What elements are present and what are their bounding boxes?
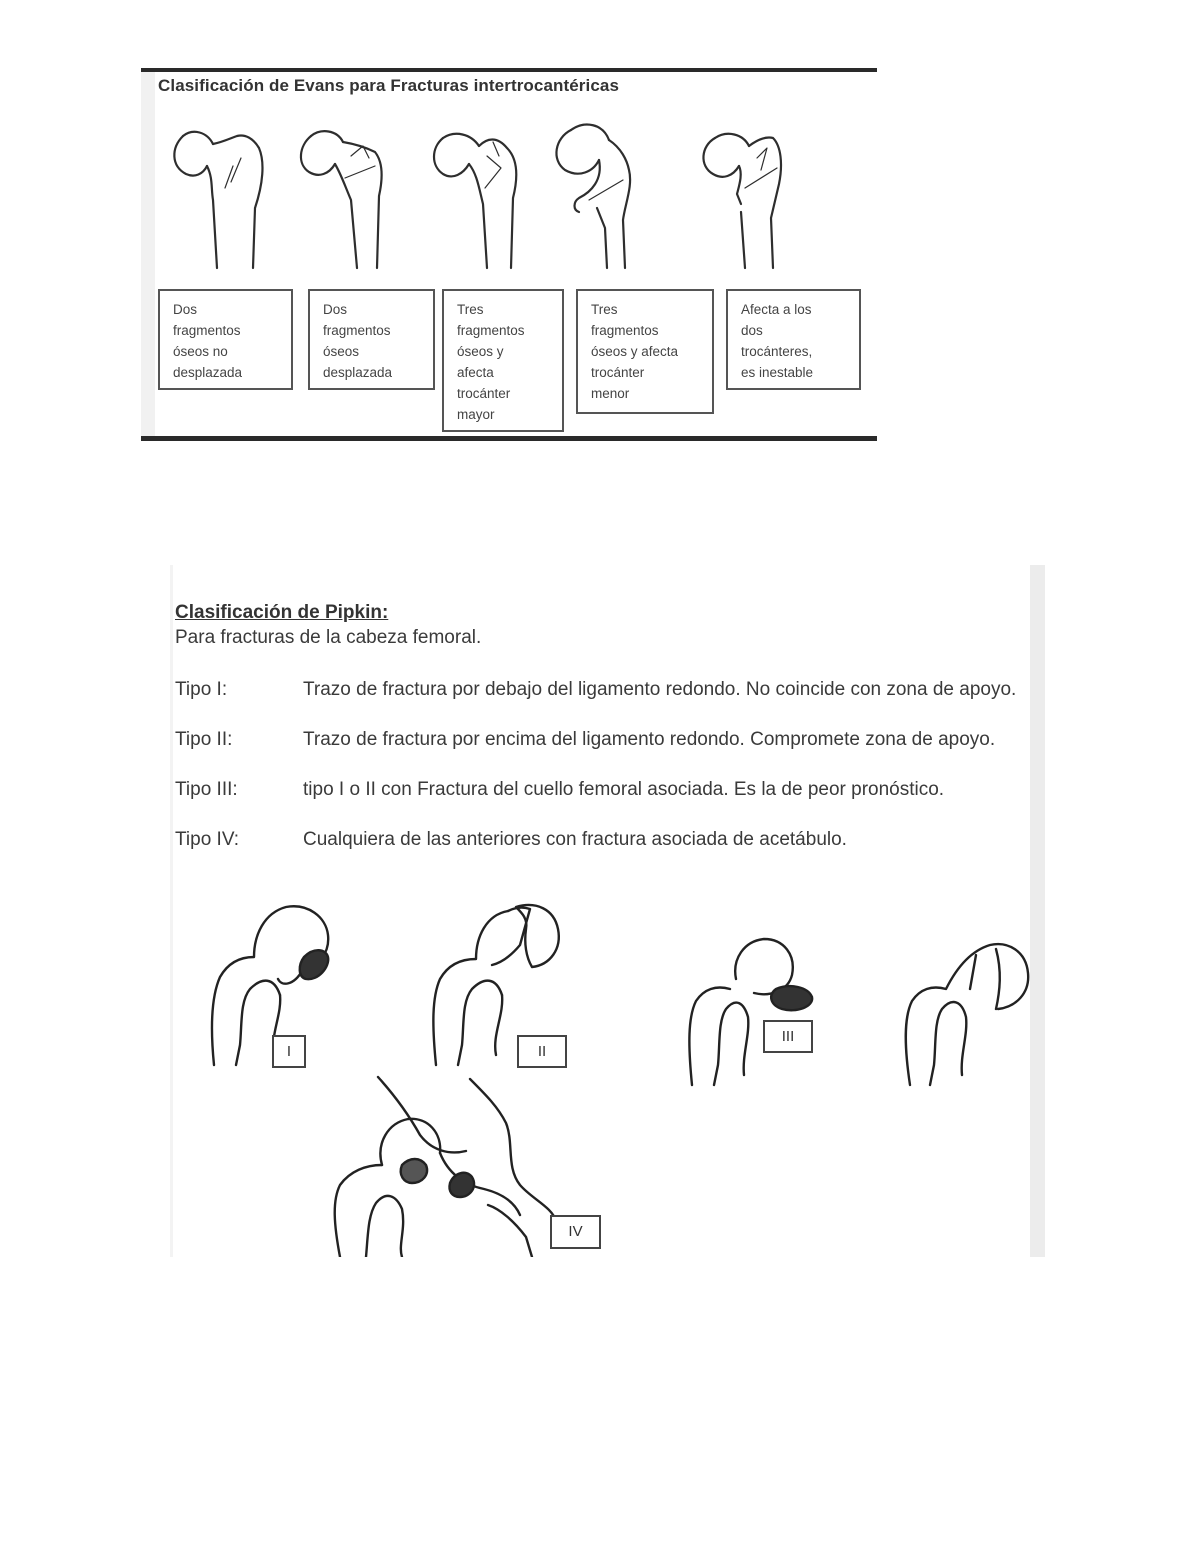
pipkin-title: Clasificación de Pipkin: [175, 602, 389, 623]
evans-type-box-4 [576, 289, 714, 414]
femur-drawing-4 [556, 125, 630, 268]
evans-title: Clasificación de Evans para Fracturas intertrocantéricas [158, 76, 620, 95]
pipkin-type-label: Tipo IV: [175, 829, 240, 850]
pipkin-classification-figure [170, 565, 1045, 1257]
right-margin-shade [1030, 565, 1045, 1257]
pipkin-femur-drawing-type-3 [689, 939, 812, 1085]
evans-type-2-text: Dos fragmentos óseos desplazada [323, 302, 393, 380]
figure-label-type-2: II [517, 1035, 567, 1068]
evans-type-3-text: Tres fragmentos óseos y afecta trocánter mayor [457, 302, 525, 422]
evans-type-box-3 [442, 289, 564, 432]
femur-drawing-5 [703, 134, 781, 268]
top-rule [141, 68, 877, 72]
pipkin-femur-drawings [170, 885, 1030, 1257]
femur-drawing-1 [174, 132, 262, 268]
pipkin-femur-drawing-type-4 [335, 1077, 556, 1257]
bottom-rule [141, 436, 877, 441]
evans-type-5-text: Afecta a los dos trocánteres, es inestable [741, 302, 814, 380]
evans-type-box-2 [308, 289, 435, 390]
pipkin-type-label: Tipo III: [175, 779, 238, 800]
pipkin-femur-drawing-type-3-variant [906, 944, 1028, 1085]
pipkin-subtitle: Para fracturas de la cabeza femoral. [175, 627, 482, 648]
evans-type-box-5 [726, 289, 861, 390]
pipkin-type-label: Tipo II: [175, 729, 233, 750]
pipkin-femur-drawing-type-1 [212, 906, 328, 1065]
pipkin-type-description: Cualquiera de las anteriores con fractura asociada de acetábulo. [303, 829, 847, 850]
femur-drawing-2 [301, 131, 382, 268]
evans-classification-figure [141, 68, 877, 442]
figure-label-type-4: IV [550, 1215, 601, 1249]
pipkin-type-description: Trazo de fractura por encima del ligamento redondo. Compromete zona de apoyo. [303, 729, 996, 750]
pipkin-type-label: Tipo I: [175, 679, 228, 700]
figure-label-type-1: I [272, 1035, 306, 1068]
evans-type-1-text: Dos fragmentos óseos no desplazada [173, 302, 243, 380]
evans-type-4-text: Tres fragmentos óseos y afecta trocánter menor [591, 302, 679, 401]
femur-drawing-3 [434, 134, 516, 268]
evans-femur-drawings [141, 108, 877, 308]
pipkin-type-description: tipo I o II con Fractura del cuello femoral asociada. Es la de peor pronóstico. [303, 779, 945, 800]
pipkin-type-description: Trazo de fractura por debajo del ligamento redondo. No coincide con zona de apoyo. [303, 679, 1017, 700]
evans-type-box-1 [158, 289, 293, 390]
figure-label-type-3: III [763, 1020, 813, 1053]
